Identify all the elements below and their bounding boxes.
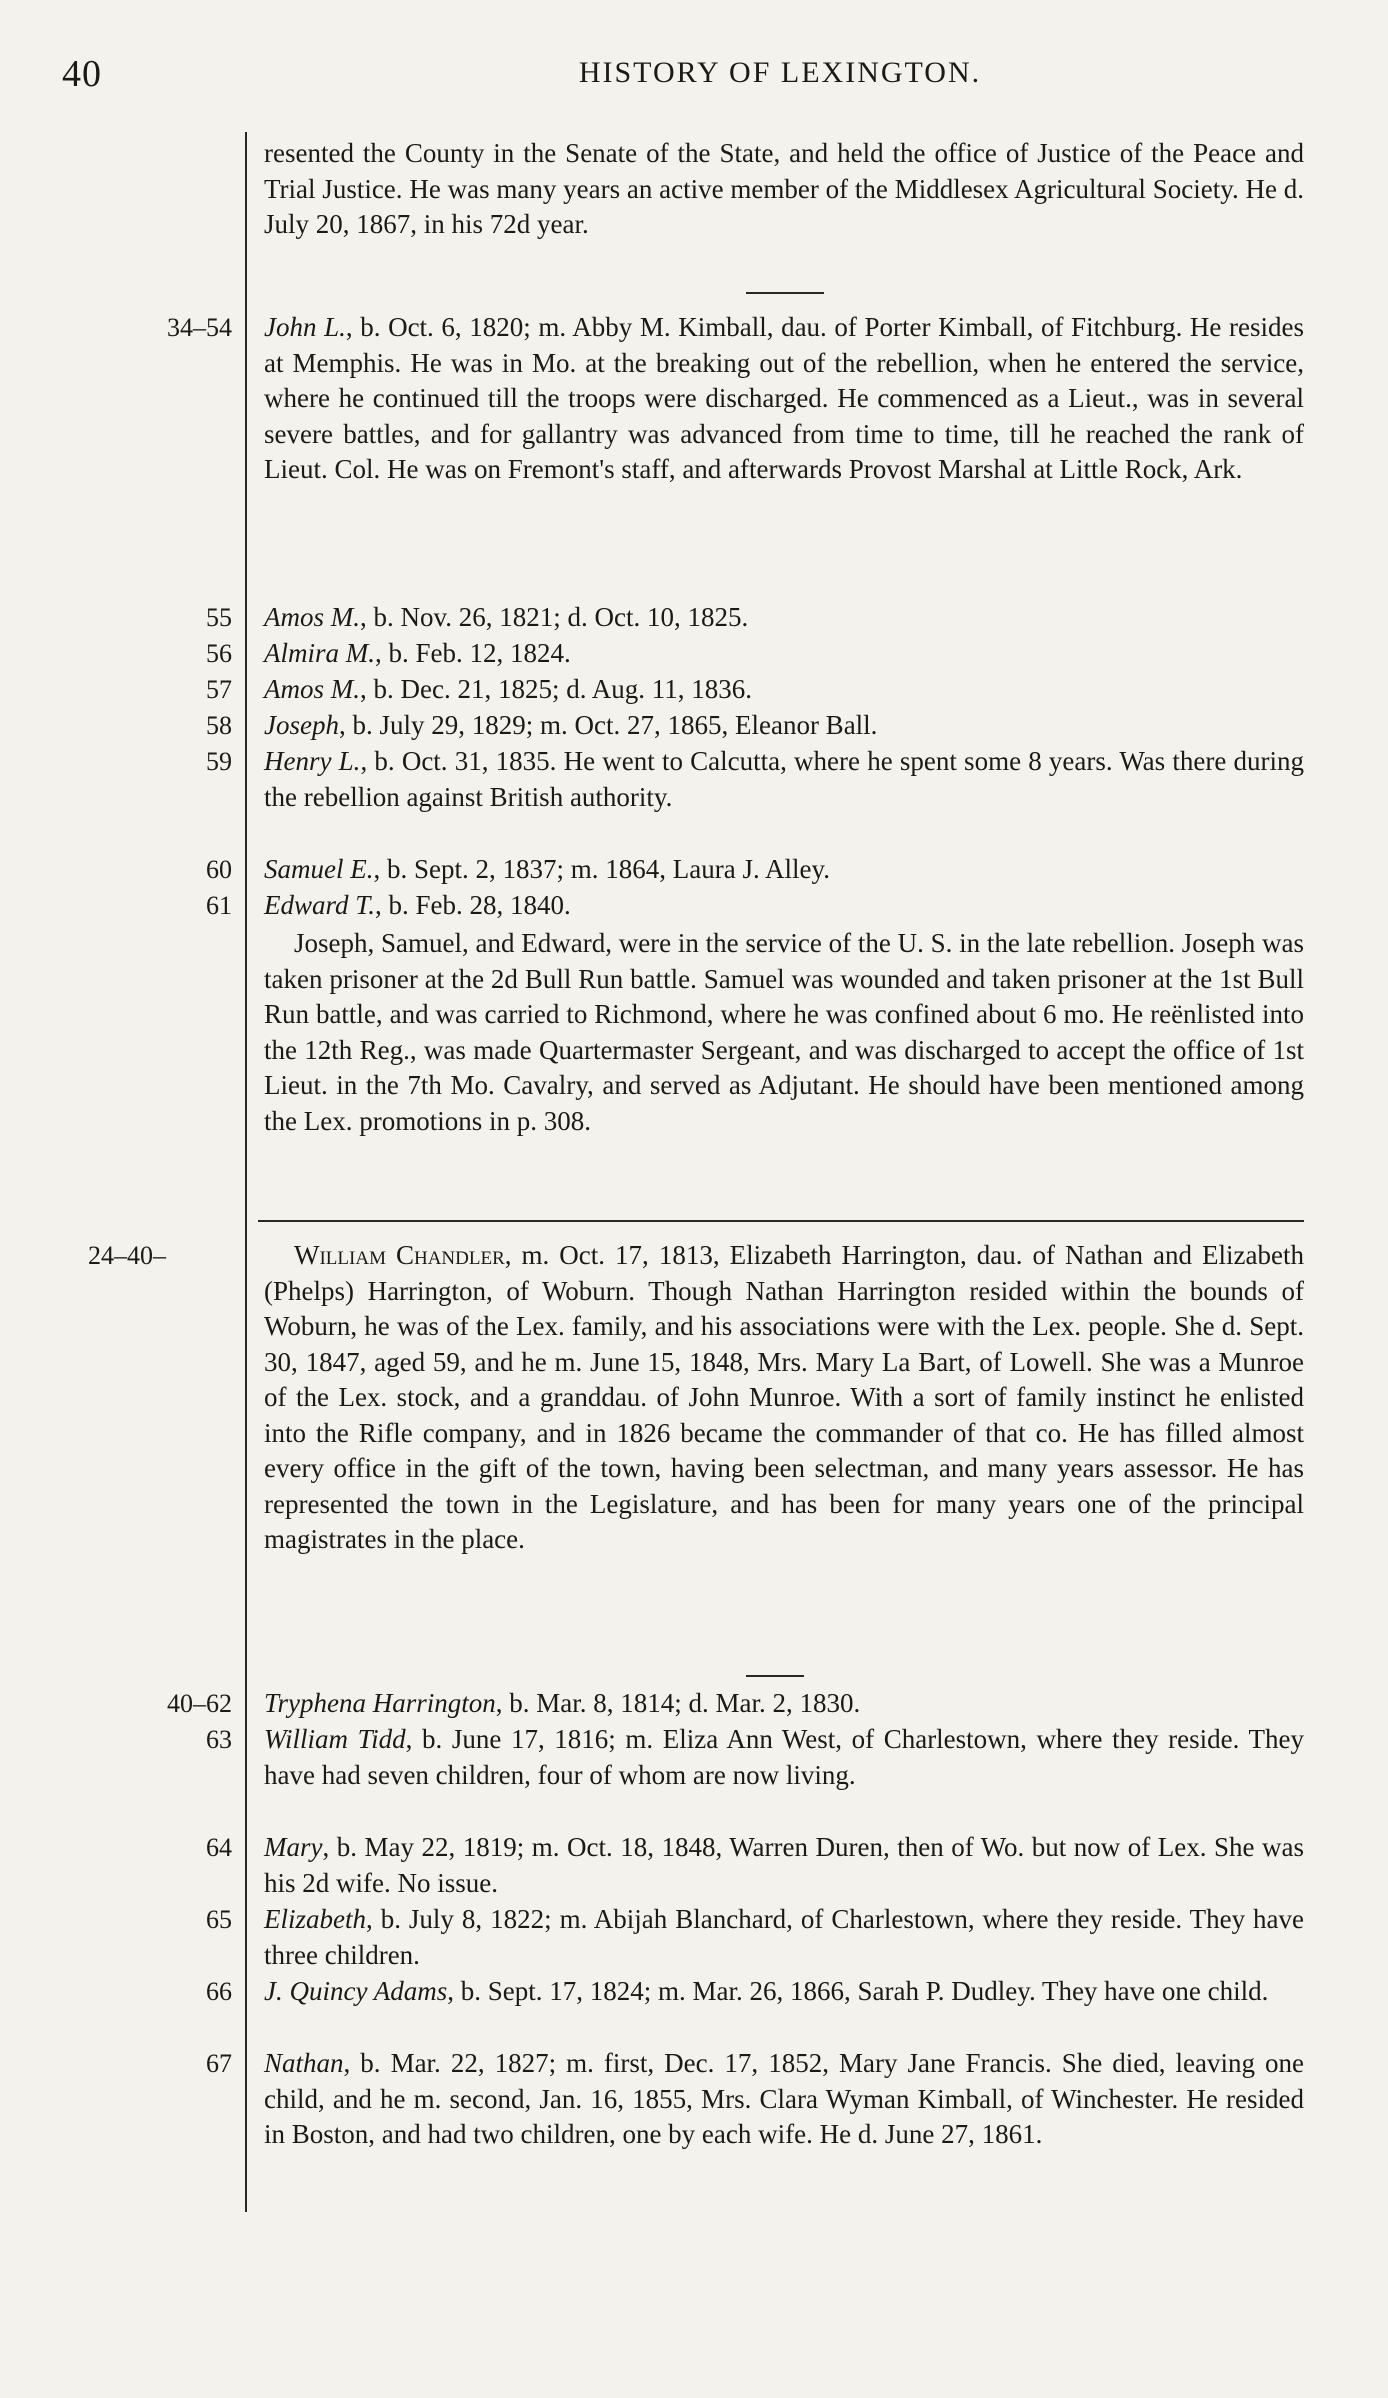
- entry-text: [264, 600, 1304, 636]
- person-name: John L.: [264, 312, 346, 342]
- entry-number: 61: [206, 891, 232, 920]
- section-divider: [746, 1675, 804, 1677]
- person-name: Samuel E.: [264, 854, 374, 884]
- entry-body: , b. Feb. 28, 1840.: [375, 890, 571, 920]
- entry-number: 56: [206, 639, 232, 668]
- entry-text: [264, 1974, 1304, 2010]
- entry-text: [264, 672, 1304, 708]
- person-name: Amos M.: [264, 602, 360, 632]
- entry-body: , b. Sept. 2, 1837; m. 1864, Laura J. Alley.: [373, 854, 830, 884]
- entry-text: [264, 636, 1304, 672]
- entry-number: 65: [206, 1905, 232, 1934]
- entry-body: , b. Mar. 8, 1814; d. Mar. 2, 1830.: [495, 1688, 861, 1718]
- entry-number: 66: [206, 1977, 232, 2006]
- entry-body: , b. June 17, 1816; m. Eliza Ann West, of Charlestown, where they reside. They have had seven children, four of whom are now living.: [264, 1724, 1304, 1790]
- entry-number: 63: [206, 1725, 232, 1754]
- entry-body: , b. July 29, 1829; m. Oct. 27, 1865, Eleanor Ball.: [338, 710, 878, 740]
- person-name: Mary: [264, 1832, 323, 1862]
- person-name: Elizabeth: [264, 1904, 366, 1934]
- person-name: Tryphena Harrington: [264, 1688, 496, 1718]
- person-name: Amos M.: [264, 674, 360, 704]
- entry-text: resented the County in the Senate of the State, and held the office of Justice of the Peace and Trial Justice. He was many years an active member of the Middlesex Agricultural Society. He d. July 20, 1867, in his 72d year.: [264, 138, 1304, 239]
- entry-body: , b. July 8, 1822; m. Abijah Blanchard, of Charlestown, where they reside. They have three children.: [264, 1904, 1304, 1970]
- entry-body: , b. Nov. 26, 1821; d. Oct. 10, 1825.: [360, 602, 749, 632]
- entry-body: , b. Dec. 21, 1825; d. Aug. 11, 1836.: [360, 674, 752, 704]
- entry-text: [264, 1902, 1304, 1973]
- entry-text: [264, 310, 1304, 488]
- page-number: 40: [62, 53, 102, 95]
- entry-number: 55: [206, 603, 232, 632]
- family-divider: [258, 1220, 1304, 1222]
- entry-body: , b. May 22, 1819; m. Oct. 18, 1848, Warren Duren, then of Wo. but now of Lex. She was his 2d wife. No issue.: [264, 1832, 1304, 1898]
- note-text: Joseph, Samuel, and Edward, were in the service of the U. S. in the late rebellion. Joseph was taken prisoner at the 2d Bull Run battle. Samuel was wounded and taken prisoner at the 1st Bull Run battle, and was carried to Richmond, where he was confined about 6 mo. He reënlisted into the 12th Reg., was made Quartermaster Sergeant, and was discharged to accept the office of 1st Lieut. in the 7th Mo. Cavalry, and served as Adjutant. He should have been mentioned among the Lex. promotions in p. 308.: [264, 928, 1304, 1136]
- person-name: Joseph: [264, 710, 339, 740]
- entry-text: [264, 1830, 1304, 1901]
- entry-number: 64: [206, 1833, 232, 1862]
- page-header: [0, 52, 1388, 102]
- entry-text: [264, 1686, 1304, 1722]
- entry-number: 60: [206, 855, 232, 884]
- person-name: Almira M.: [264, 638, 375, 668]
- section-divider: [746, 292, 824, 294]
- entry-text: [264, 1238, 1304, 1558]
- person-name: Edward T.: [264, 890, 376, 920]
- entry-number: 24–40–: [88, 1241, 166, 1270]
- entry-text: [264, 2046, 1304, 2153]
- entry-body: , b. Feb. 12, 1824.: [375, 638, 571, 668]
- entry-number: 57: [206, 675, 232, 704]
- entry-number: 58: [206, 711, 232, 740]
- person-name: J. Quincy Adams: [264, 1976, 448, 2006]
- entry-body: , b. Oct. 6, 1820; m. Abby M. Kimball, dau. of Porter Kimball, of Fitchburg. He resides at Memphis. He was in Mo. at the breaking out of the rebellion, when he entered the service, where he continued till the troops were discharged. He commenced as a Lieut., was in several severe battles, and for gallantry was advanced from time to time, till he reached the rank of Lieut. Col. He was on Fremont's staff, and afterwards Provost Marshal at Little Rock, Ark.: [264, 312, 1304, 484]
- person-name: Nathan: [264, 2048, 344, 2078]
- entry-text: [264, 888, 1304, 924]
- person-name: Henry L.: [264, 746, 361, 776]
- column-rule: [245, 132, 247, 2212]
- entry-text: [264, 852, 1304, 888]
- entry-text: [264, 1722, 1304, 1793]
- entry-number: 67: [206, 2049, 232, 2078]
- entry-number: 59: [206, 747, 232, 776]
- entry-text: [264, 708, 1304, 744]
- entry-body: , b. Sept. 17, 1824; m. Mar. 26, 1866, Sarah P. Dudley. They have one child.: [447, 1976, 1269, 2006]
- entry-text: [264, 744, 1304, 815]
- person-name: William Tidd: [264, 1724, 406, 1754]
- entry-body: , b. Oct. 31, 1835. He went to Calcutta, where he spent some 8 years. Was there during the rebellion against British authority.: [264, 746, 1304, 812]
- person-name: William Chandler: [294, 1240, 505, 1270]
- entry-body: , b. Mar. 22, 1827; m. first, Dec. 17, 1852, Mary Jane Francis. She died, leaving one child, and he m. second, Jan. 16, 1855, Mrs. Clara Wyman Kimball, of Winchester. He resided in Boston, and had two children, one by each wife. He d. June 27, 1861.: [264, 2048, 1304, 2149]
- running-title: HISTORY OF LEXINGTON.: [578, 56, 982, 89]
- entry-number: 34–54: [167, 313, 232, 342]
- entry-body: , m. Oct. 17, 1813, Elizabeth Harrington, dau. of Nathan and Elizabeth (Phelps) Harrington, of Woburn. Though Nathan Harrington resided within the bounds of Woburn, he was of the Lex. family, and his associations were with the Lex. people. She d. Sept. 30, 1847, aged 59, and he m. June 15, 1848, Mrs. Mary La Bart, of Lowell. She was a Munroe of the Lex. stock, and a granddau. of John Munroe. With a sort of family instinct he enlisted into the Rifle company, and in 1826 became the commander of that co. He has filled almost every office in the gift of the town, having been selectman, and many years assessor. He has represented the town in the Legislature, and has been for many years one of the principal magistrates in the place.: [264, 1240, 1304, 1554]
- entry-number: 40–62: [167, 1689, 232, 1718]
